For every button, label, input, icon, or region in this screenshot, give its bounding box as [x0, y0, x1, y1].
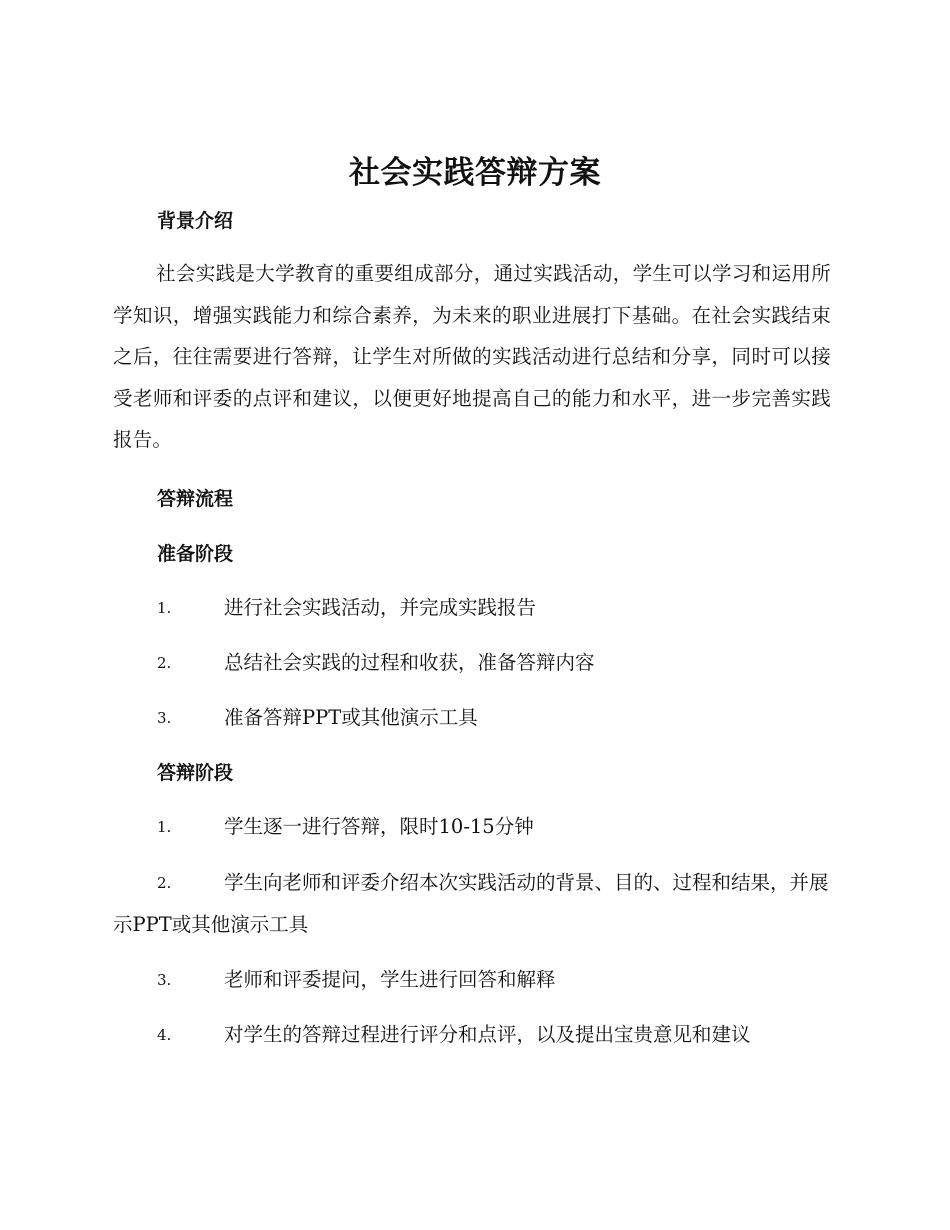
list-item-text: 总结社会实践的过程和收获，准备答辩内容 — [224, 651, 595, 674]
list-item-text: 老师和评委提问，学生进行回答和解释 — [224, 968, 556, 991]
section-heading-background: 背景介绍 — [157, 210, 234, 232]
list-item-text: 准备答辩PPT或其他演示工具 — [224, 706, 478, 729]
list-item-number: 1. — [157, 818, 172, 836]
list-item — [113, 959, 831, 1001]
list-item-number: 3. — [157, 971, 172, 989]
list-item-number: 4. — [157, 1026, 172, 1044]
list-item — [113, 1014, 831, 1056]
background-paragraph: 社会实践是大学教育的重要组成部分，通过实践活动，学生可以学习和运用所学知识，增强实践能力和综合素养，为未来的职业进展打下基础。在社会实践结束之后，往往需要进行答辩，让学生对所做的实践活动进行总结和分享，同时可以接受老师和评委的点评和建议，以便更好地提高自己的能力和水平，进一步完善实践报告。 — [113, 262, 831, 451]
list-item-number: 1. — [157, 599, 172, 617]
list-item — [113, 806, 831, 848]
list-item — [113, 587, 831, 629]
list-item-text: 对学生的答辩过程进行评分和点评，以及提出宝贵意见和建议 — [224, 1023, 751, 1046]
list-item — [113, 862, 831, 946]
list-item-text: 学生向老师和评委介绍本次实践活动的背景、目的、过程和结果，并展示PPT或其他演示工具 — [113, 871, 829, 936]
list-item — [113, 642, 831, 684]
list-item-number: 3. — [157, 709, 172, 727]
list-item-number: 2. — [157, 654, 172, 672]
list-item — [113, 697, 831, 739]
list-item-number: 2. — [157, 874, 172, 892]
list-item-text: 学生逐一进行答辩，限时10-15分钟 — [224, 815, 534, 838]
subheading-preparation: 准备阶段 — [157, 543, 234, 565]
subheading-defense: 答辩阶段 — [157, 762, 234, 784]
list-item-text: 进行社会实践活动，并完成实践报告 — [224, 596, 537, 619]
section-heading-process: 答辩流程 — [157, 488, 234, 510]
document-title: 社会实践答辩方案 — [349, 155, 601, 191]
